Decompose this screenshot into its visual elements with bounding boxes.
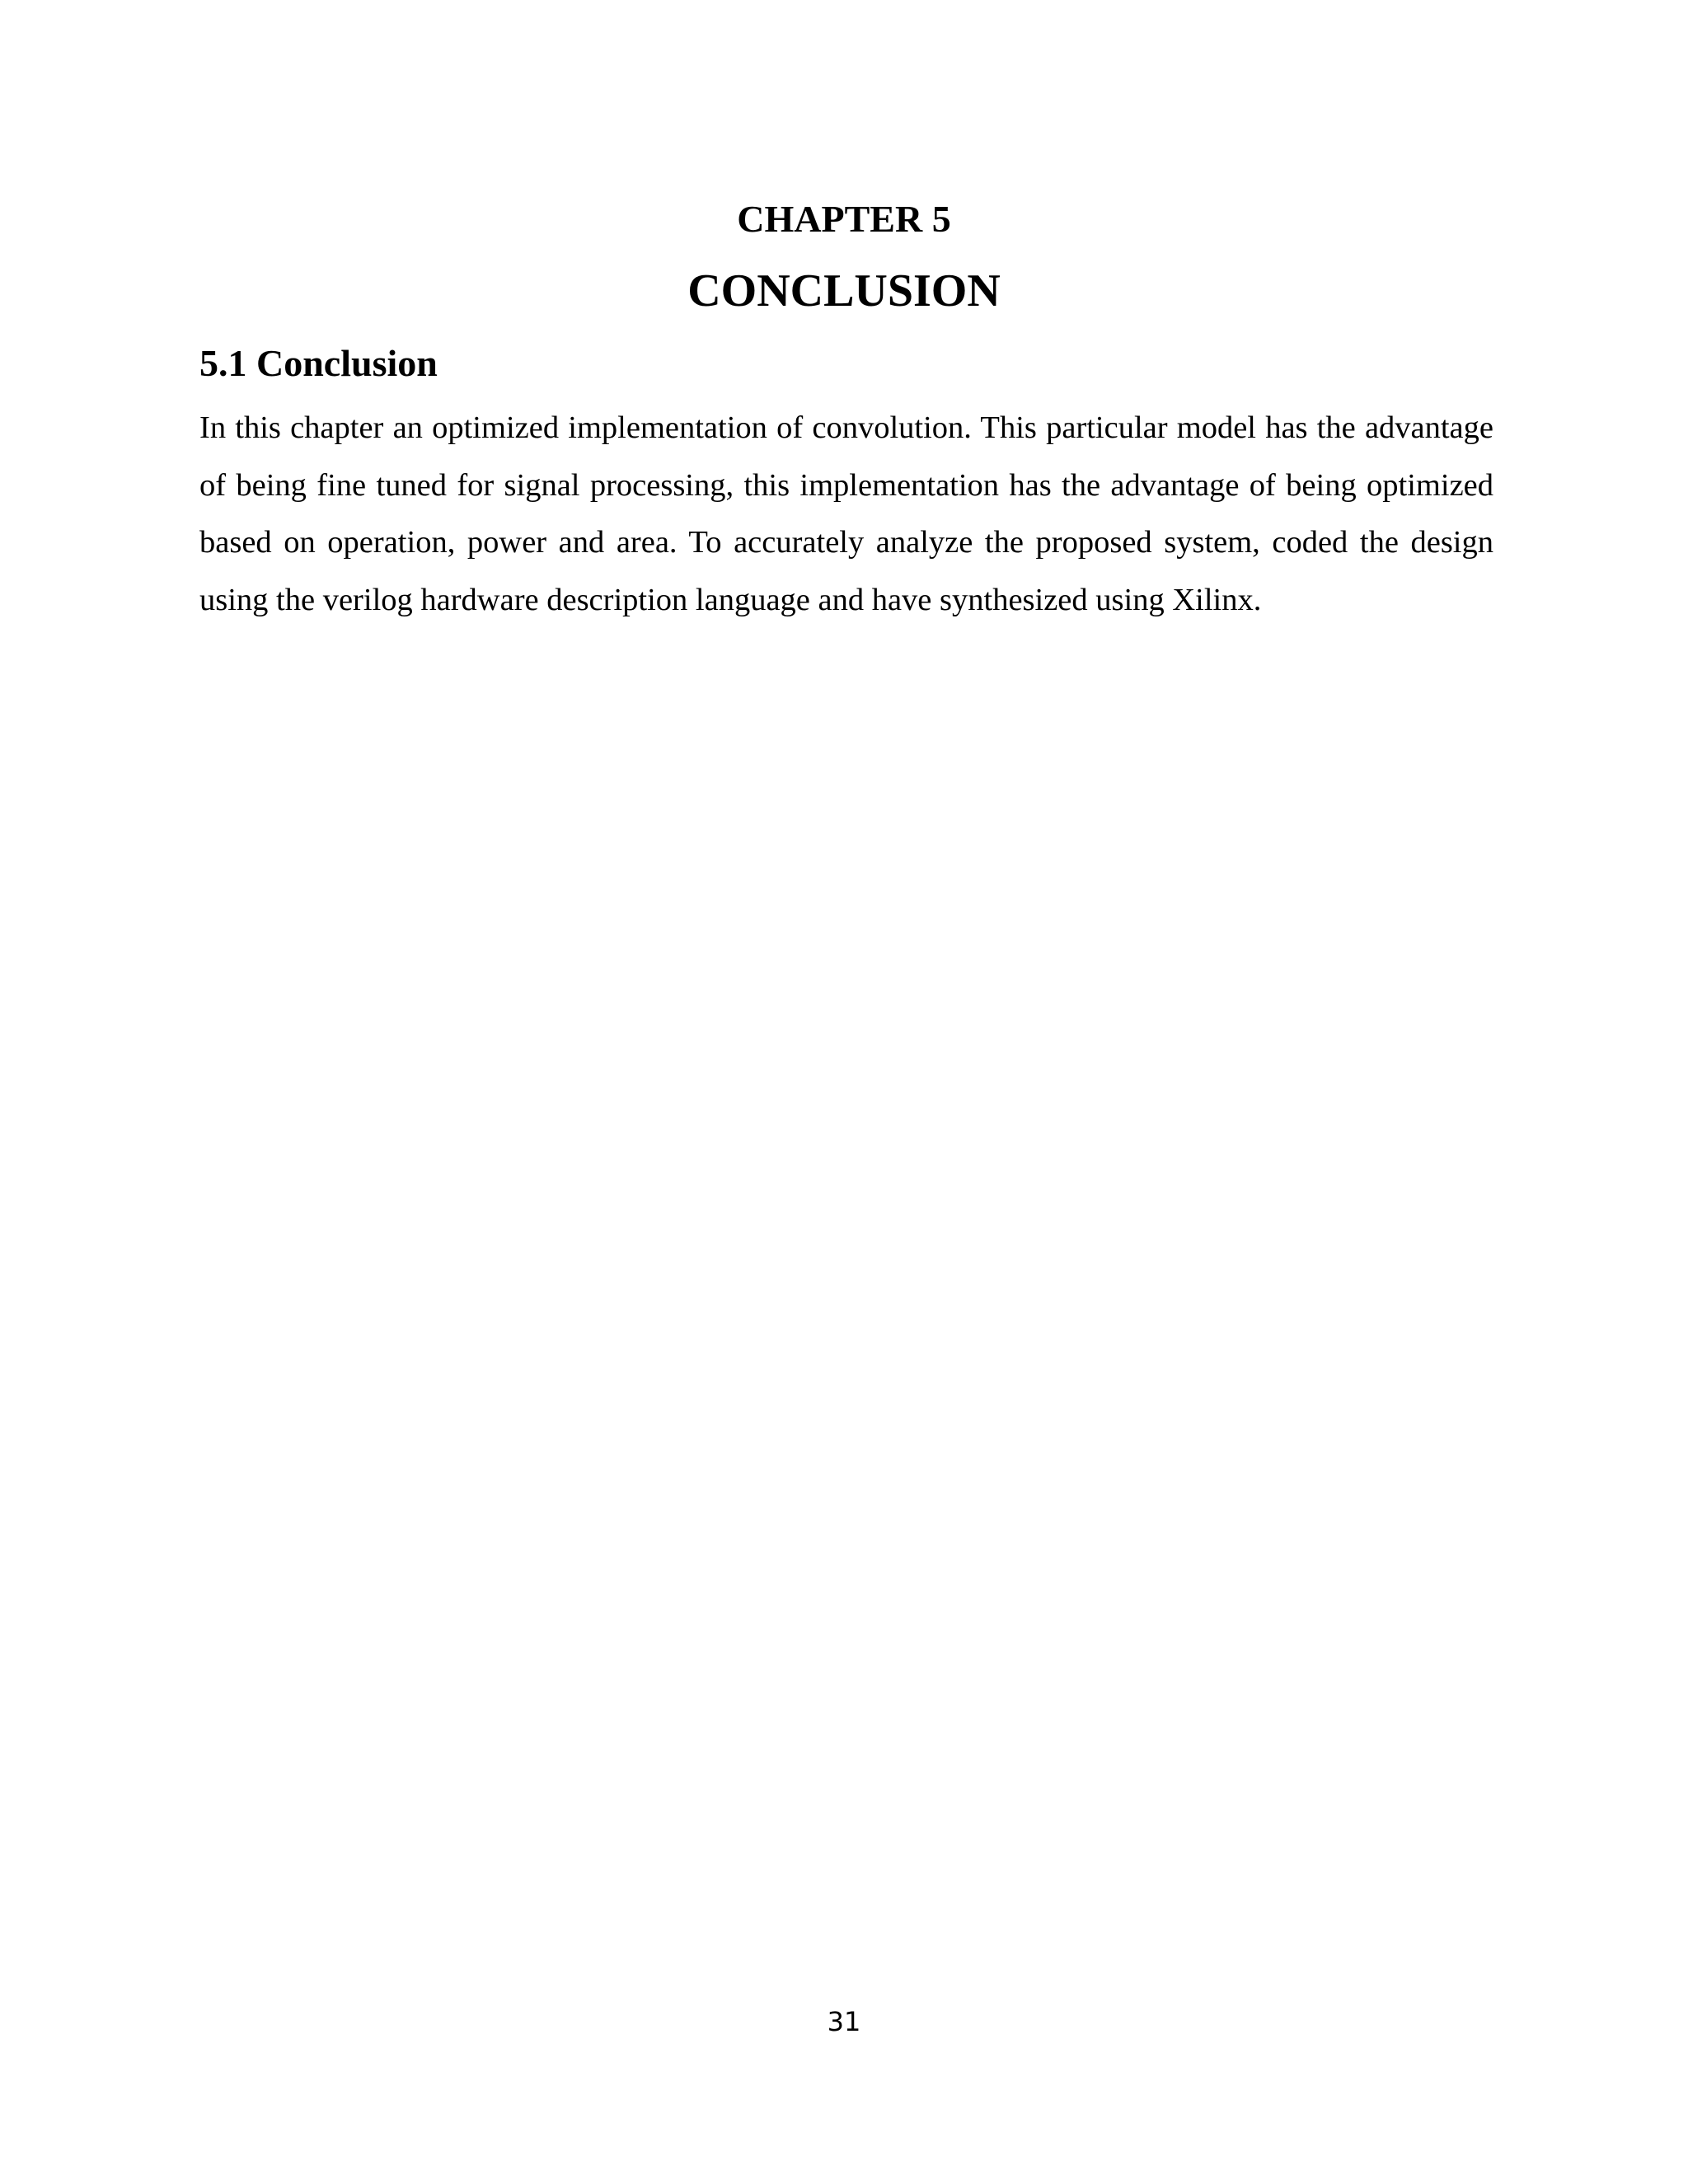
section-heading: 5.1 Conclusion	[199, 342, 438, 384]
body-paragraph: In this chapter an optimized implementation of convolution. This particular model has the advantage of being fine tuned for signal processing, this implementation has the advantage of being optimized based on operation, power and area. To accurately analyze the proposed system, coded the design using the verilog hardware description language and have synthesized using Xilinx.	[199, 410, 1493, 617]
chapter-label: CHAPTER 5	[737, 198, 951, 240]
chapter-title: CONCLUSION	[687, 265, 1001, 316]
page-number: 31	[827, 2006, 861, 2037]
